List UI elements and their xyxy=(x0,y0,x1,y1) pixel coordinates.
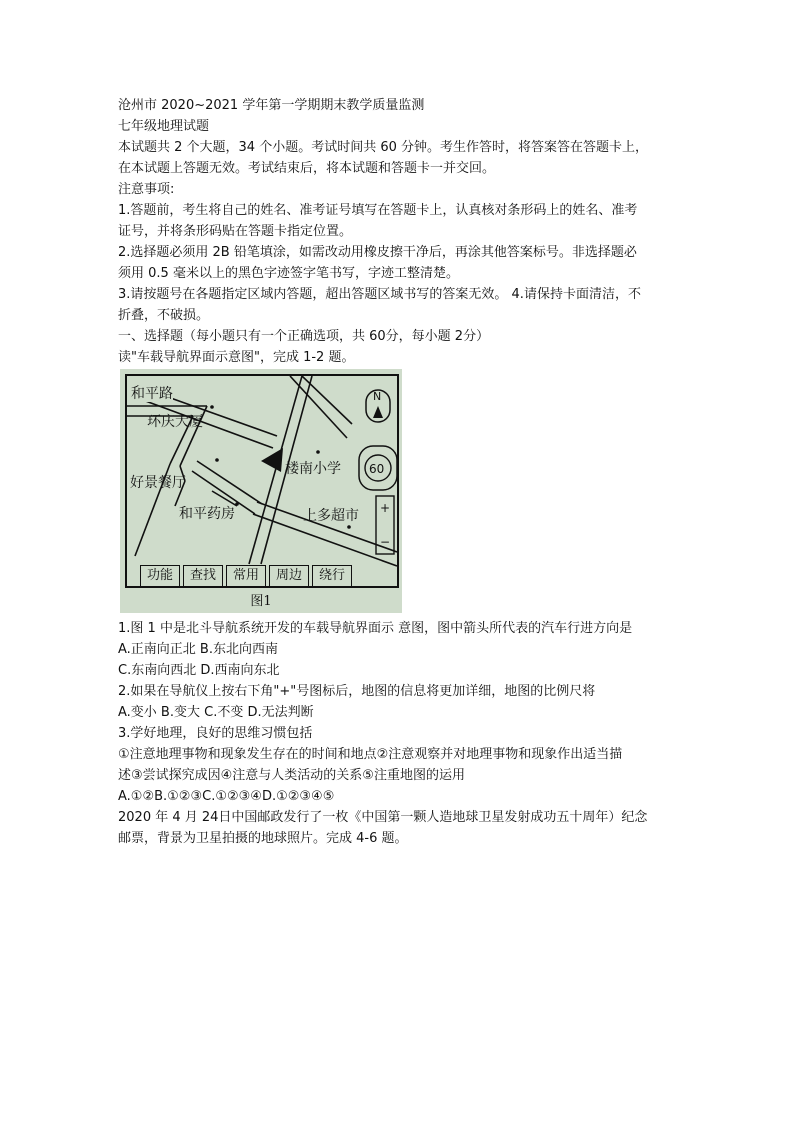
nav-button-search[interactable]: 查找 xyxy=(183,565,223,587)
north-label: N xyxy=(373,390,382,403)
notes-line-1: 1.答题前，考生将自己的姓名、准考证号填写在答题卡上，认真核对条形码上的姓名、准考 xyxy=(118,203,638,218)
label-shangduo-market: 上多超市 xyxy=(303,508,359,524)
label-heping-pharmacy: 和平药房 xyxy=(179,506,235,522)
zoom-out-button[interactable]: − xyxy=(380,535,391,549)
section-title: 一、选择题（每小题只有一个正确选项，共 60分，每小题 2分） xyxy=(118,329,490,344)
section-prompt: 读"车载导航界面示意图"，完成 1-2 题。 xyxy=(118,350,355,365)
speed-value: 60 xyxy=(369,462,385,476)
question-3: 3.学好地理，良好的思维习惯包括 xyxy=(118,726,313,741)
stamp-context-line-1: 2020 年 4 月 24日中国邮政发行了一枚《中国第一颗人造地球卫星发射成功五十周年）纪念 xyxy=(118,810,648,825)
question-3-statement-2: 述③尝试探究成因④注意与人类活动的关系⑤注重地图的运用 xyxy=(118,768,465,783)
question-1-options-cd: C.东南向西北 D.西南向东北 xyxy=(118,663,280,678)
exam-title: 沧州市 2020~2021 学年第一学期期末教学质量监测 xyxy=(118,98,425,113)
intro-line-2: 在本试题上答题无效。考试结束后，将本试题和答题卡一并交回。 xyxy=(118,161,496,176)
zoom-in-button[interactable]: + xyxy=(380,501,391,515)
question-1-options-ab: A.正南向正北 B.东北向西南 xyxy=(118,642,278,657)
notes-heading: 注意事项: xyxy=(118,182,175,197)
label-lounan-school: 楼南小学 xyxy=(285,461,341,477)
question-2: 2.如果在导航仪上按右下角"+"号图标后，地图的信息将更加详细，地图的比例尺将 xyxy=(118,684,596,699)
intro-line-1: 本试题共 2 个大题，34 个小题。考试时间共 60 分钟。考生作答时，将答案答在答题卡上， xyxy=(118,140,649,155)
question-3-statement-1: ①注意地理事物和现象发生存在的时间和地点②注意观察并对地理事物和现象作出适当描 xyxy=(118,747,623,762)
notes-line-4: 须用 0.5 毫米以上的黑色字迹签字笔书写，字迹工整清楚。 xyxy=(118,266,459,281)
nav-button-detour[interactable]: 绕行 xyxy=(312,565,352,587)
exam-subtitle: 七年级地理试题 xyxy=(118,119,210,134)
notes-line-2: 证号，并将条形码贴在答题卡指定位置。 xyxy=(118,224,353,239)
question-1: 1.图 1 中是北斗导航系统开发的车载导航界面示 意图，图中箭头所代表的汽车行进方向是 xyxy=(118,621,633,636)
notes-line-3: 2.选择题必须用 2B 铅笔填涂，如需改动用橡皮擦干净后，再涂其他答案标号。非选择题必 xyxy=(118,245,637,260)
car-arrow-icon xyxy=(261,448,283,472)
figure-caption: 图1 xyxy=(250,594,272,609)
question-3-options: A.①②B.①②③C.①②③④D.①②③④⑤ xyxy=(118,789,335,804)
navigation-map xyxy=(125,374,399,588)
label-haojing-restaurant: 好景餐厅 xyxy=(130,475,186,491)
nav-button-function[interactable]: 功能 xyxy=(140,565,180,587)
nav-button-favorites[interactable]: 常用 xyxy=(226,565,266,587)
nav-button-nearby[interactable]: 周边 xyxy=(269,565,309,587)
label-huanqing-tower: 环庆大厦 xyxy=(147,414,203,430)
notes-line-5: 3.请按题号在各题指定区域内答题，超出答题区域书写的答案无效。 4.请保持卡面清洁，不 xyxy=(118,287,641,302)
label-heping-road: 和平路 xyxy=(131,386,173,402)
navigation-map-figure xyxy=(120,369,402,613)
stamp-context-line-2: 邮票，背景为卫星拍摄的地球照片。完成 4-6 题。 xyxy=(118,831,408,846)
notes-line-6: 折叠，不破损。 xyxy=(118,308,210,323)
question-2-options: A.变小 B.变大 C.不变 D.无法判断 xyxy=(118,705,314,720)
